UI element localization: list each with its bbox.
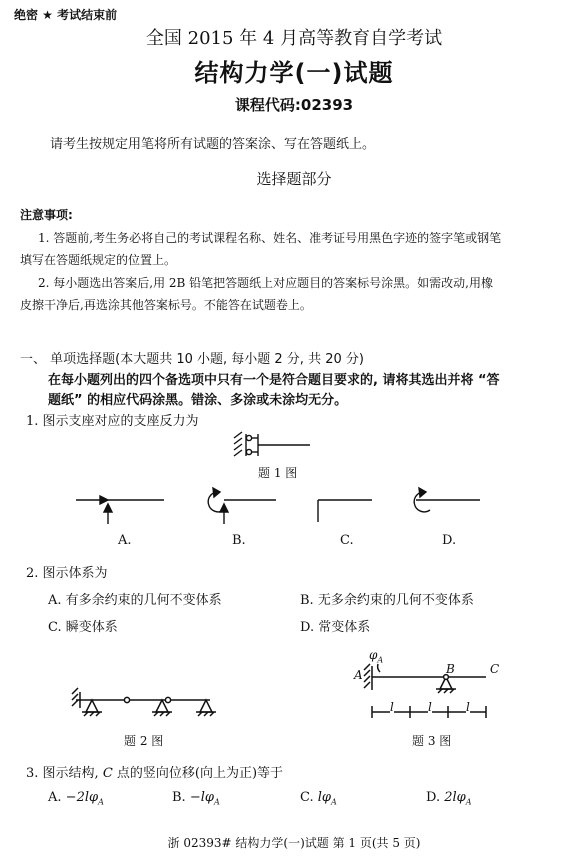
q3-option-a: A. $-2l\varphi_A$ [48,790,104,807]
page-title: 结构力学(一)试题 [194,59,394,87]
q3-stem: 3. 图示结构, C 点的竖向位移(向上为正)等于 [26,766,284,781]
notice-item1-line1: 1. 答题前,考生务必将自己的考试课程名称、姓名、准考证号用黑色字迹的签字笔或钢笔 [38,231,502,245]
fig3-label-b: B [446,662,455,676]
fig3-label-a: A [354,668,363,682]
fig3-dim-1: l [390,700,394,714]
q3-option-d: D. $2l\varphi_A$ [426,790,472,807]
fig3-dim-3: l [466,700,470,714]
part1-heading: 一、 单项选择题(本大题共 10 小题, 每小题 2 分, 共 20 分) [20,352,364,367]
secret-label: 绝密 ★ 考试结束前 [14,8,118,22]
course-code: 课程代码:02393 [234,96,354,114]
q1-option-a: A. [118,533,132,548]
fig1-caption: 题 1 图 [258,466,298,480]
notice-item2-line1: 2. 每小题选出答案后,用 2B 铅笔把答题纸上对应题目的答案标号涂黑。如需改动,用橡 [38,276,493,290]
fig3-dim-2: l [428,700,432,714]
q1-stem: 1. 图示支座对应的支座反力为 [26,414,199,429]
q2-option-a: A. 有多余约束的几何不变体系 [48,593,222,608]
q1-option-b: B. [232,533,246,548]
q1-option-d: D. [442,533,457,548]
part1-desc-line1: 在每小题列出的四个备选项中只有一个是符合题目要求的, 请将其选出并将 “答 [48,373,500,388]
q3-option-b: B. $-l\varphi_A$ [172,790,220,807]
q3-option-c: C. $l\varphi_A$ [300,790,337,807]
q2-option-c: C. 瞬变体系 [48,620,118,635]
q2-option-d: D. 常变体系 [300,620,371,635]
q2-stem: 2. 图示体系为 [26,566,108,581]
notice-heading: 注意事项: [20,208,73,222]
fig2-caption: 题 2 图 [124,734,164,748]
part1-desc-line2: 题纸” 的相应代码涂黑。错涂、多涂或未涂均无分。 [48,393,348,408]
fig3-label-c: C [490,662,500,676]
fig3-phi-label: $\varphi_A$ [369,648,384,665]
fig3-caption: 题 3 图 [412,734,452,748]
exam-line: 全国 2015 年 4 月高等教育自学考试 [145,28,443,49]
instruction: 请考生按规定用笔将所有试题的答案涂、写在答题纸上。 [50,137,376,152]
section-title: 选择题部分 [256,170,332,188]
q2-option-b: B. 无多余约束的几何不变体系 [300,593,474,608]
page-footer: 浙 02393# 结构力学(一)试题 第 1 页(共 5 页) [167,836,421,850]
notice-item1-line2: 填写在答题纸规定的位置上。 [20,253,177,267]
q1-option-c: C. [340,533,354,548]
notice-item2-line2: 皮擦干净后,再选涂其他答案标号。不能答在试题卷上。 [20,298,312,312]
